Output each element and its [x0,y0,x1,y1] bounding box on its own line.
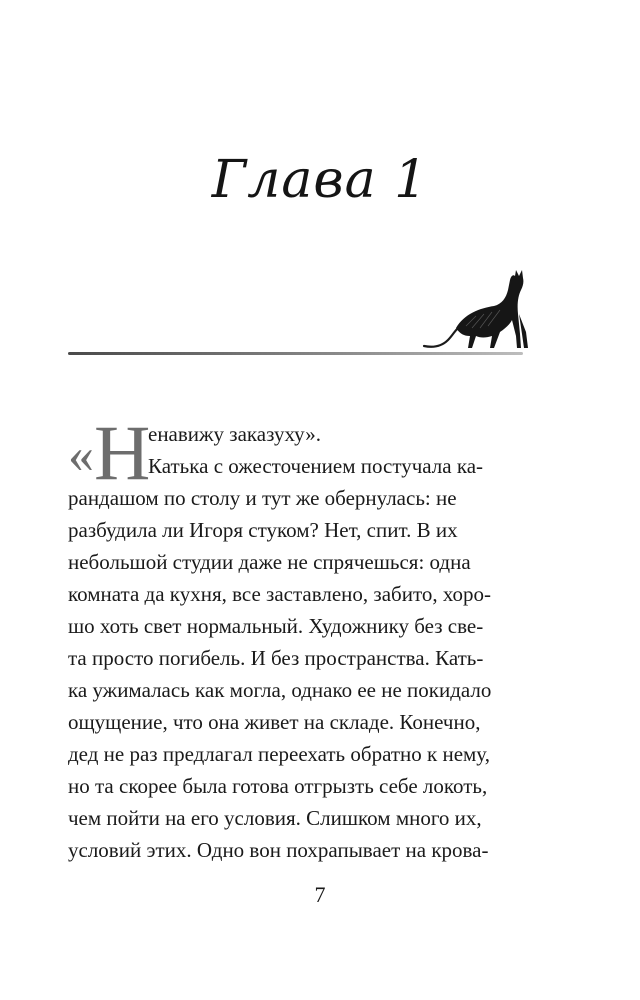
text-line: небольшой студии даже не спрячешься: одна [68,550,471,574]
text-line: рандашом по столу и тут же обернулась: не [68,486,457,510]
drop-cap-letter: Н [94,409,151,496]
text-line: разбудила ли Игоря стуком? Нет, спит. В их [68,518,458,542]
text-line: условий этих. Одно вон похрапывает на крова- [68,838,489,862]
text-line: ощущение, что она живет на складе. Конечно, [68,710,481,734]
text-line: дед не раз предлагал переехать обратно к нему, [68,742,490,766]
drop-cap-quote: « [68,427,94,484]
text-line: но та скорее была готова отгрызть себе локоть, [68,774,488,798]
cat-illustration [420,262,532,358]
text-line: шо хоть свет нормальный. Художнику без све- [68,614,484,638]
text-line: Катька с ожесточением постучала ка- [148,454,484,478]
chapter-title: Глава 1 [211,150,429,210]
decorative-rule [68,352,523,355]
body-paragraph [68,409,524,866]
text-line: чем пойти на его условия. Слишком много их, [68,806,482,830]
text-line: комната да кухня, все заставлено, забито, хоро- [68,582,492,606]
text-line: ка ужималась как могла, однако ее не покидало [68,678,492,702]
text-line: енавижу заказуху». [148,422,321,446]
page-number: 7 [314,882,326,907]
text-line: та просто погибель. И без пространства. Кать- [68,646,484,670]
